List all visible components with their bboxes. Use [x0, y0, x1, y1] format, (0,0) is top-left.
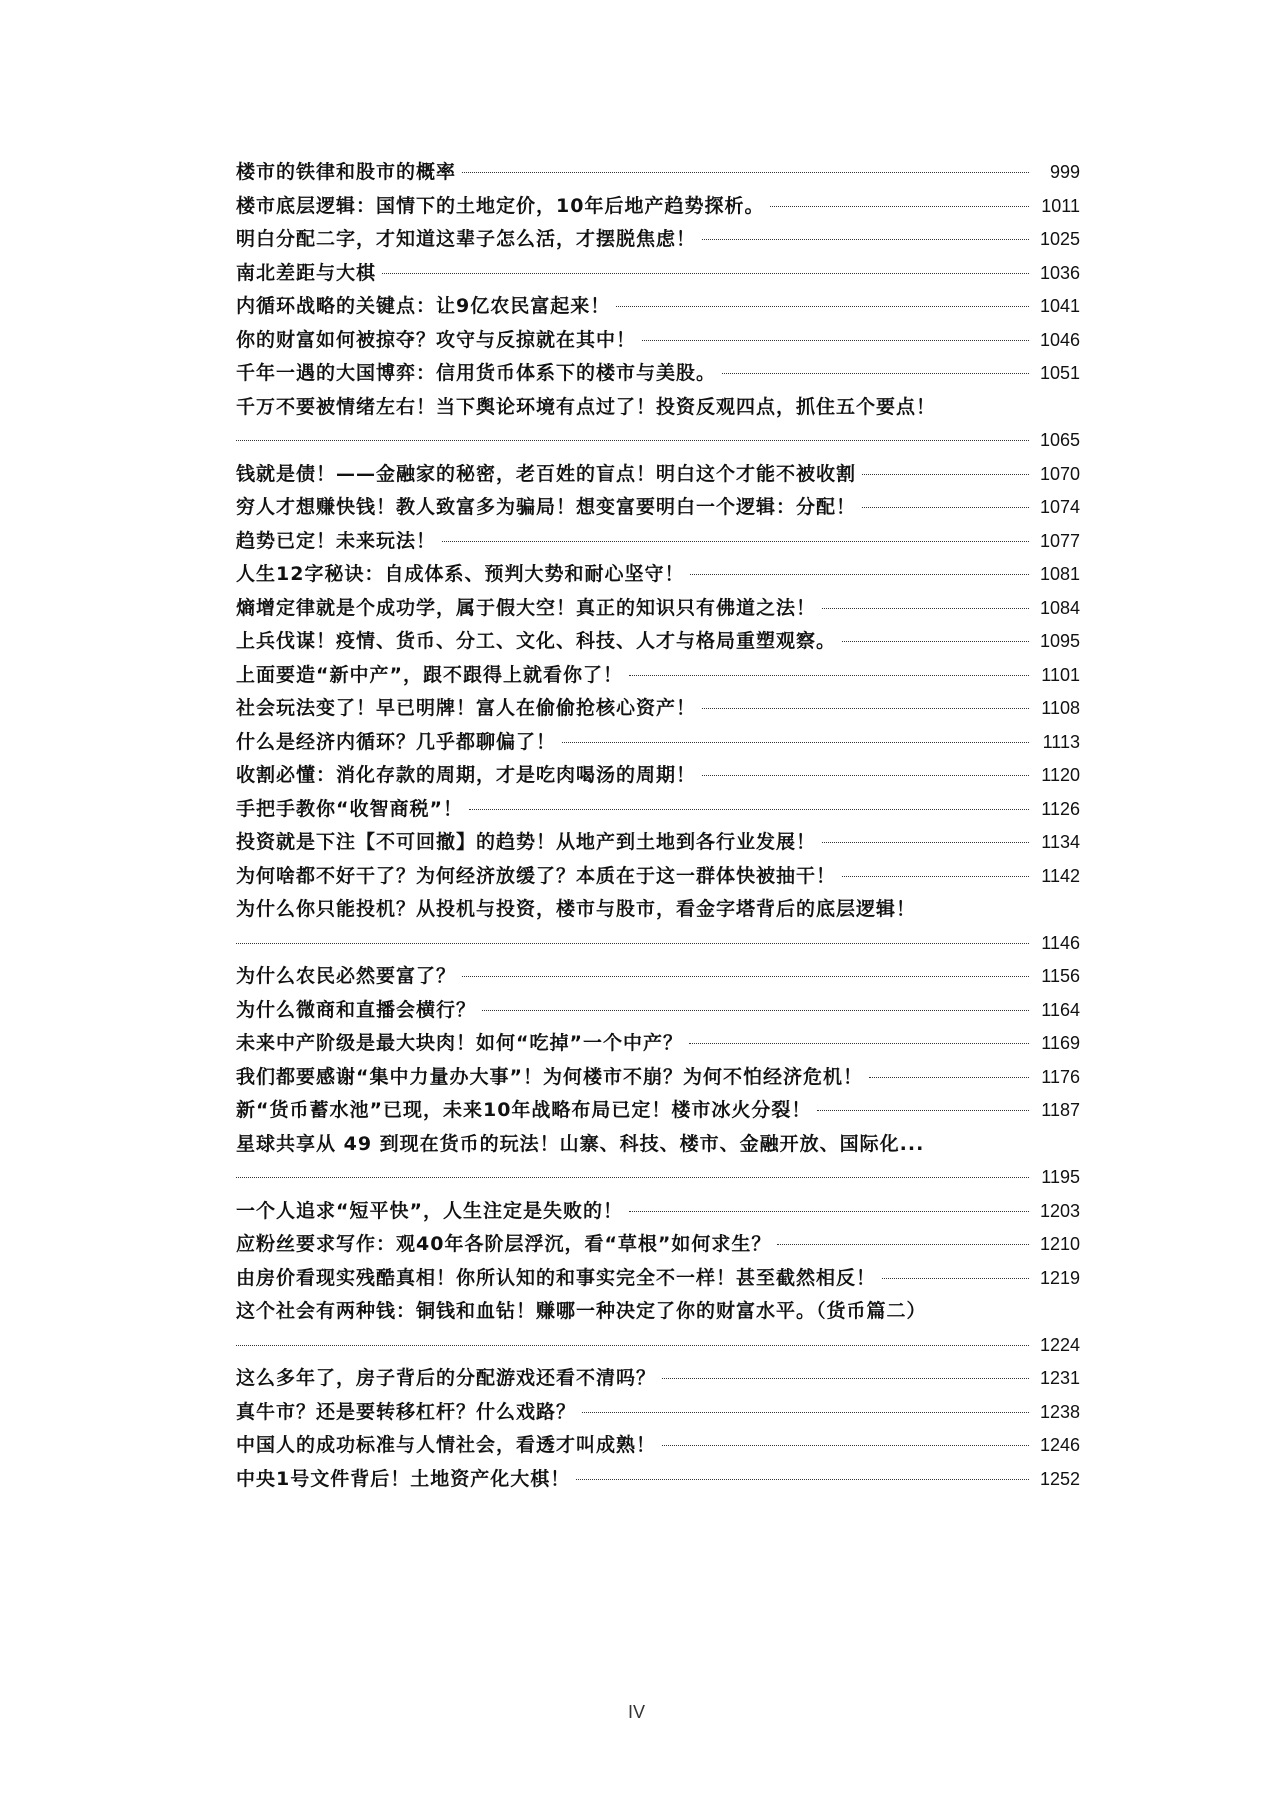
toc-entry[interactable]	[236, 1429, 1080, 1463]
toc-entry[interactable]	[236, 893, 1080, 960]
toc-entry[interactable]	[236, 692, 1080, 726]
toc-entry-page: 1120	[1041, 765, 1080, 785]
toc-entry-page: 1231	[1039, 1368, 1080, 1388]
toc-entry-title: 应粉丝要求写作：观40年各阶层浮沉，看“草根”如何求生？	[236, 1233, 772, 1255]
toc-entry-title: 由房价看现实残酷真相！你所认知的和事实完全不一样！甚至截然相反！	[236, 1266, 877, 1289]
dot-leader	[869, 1076, 1029, 1078]
dot-leader	[576, 1478, 1029, 1480]
toc-entry-page: 1041	[1039, 296, 1080, 316]
toc-entry[interactable]	[236, 1262, 1080, 1296]
toc-entry-page: 1077	[1039, 530, 1080, 551]
toc-entry-title: 收割必懂：消化存款的周期，才是吃肉喝汤的周期！	[236, 764, 697, 786]
dot-leader	[702, 707, 1029, 709]
dot-leader	[817, 1109, 1029, 1111]
toc-entry[interactable]	[236, 257, 1080, 291]
toc-entry-title: 我们都要感谢“集中力量办大事”！为何楼市不崩？为何不怕经济危机！	[236, 1065, 863, 1088]
toc-entry-title: 投资就是下注【不可回撤】的趋势！从地产到土地到各行业发展！	[236, 831, 817, 853]
dot-leader	[236, 1176, 1029, 1178]
toc-entry[interactable]	[236, 994, 1080, 1028]
dot-leader	[822, 841, 1029, 843]
dot-leader	[442, 540, 1029, 542]
toc-entry-continuation	[236, 927, 1080, 961]
toc-entry-continuation	[236, 424, 1080, 458]
toc-entry-page: 1164	[1041, 999, 1080, 1020]
toc-entry[interactable]	[236, 491, 1080, 525]
toc-entry-title: 上面要造“新中产”，跟不跟得上就看你了！	[236, 663, 623, 686]
dot-leader	[382, 272, 1029, 274]
dot-leader	[702, 774, 1029, 776]
toc-entry[interactable]	[236, 1396, 1080, 1430]
toc-entry-page: 1074	[1039, 497, 1080, 517]
toc-entry[interactable]	[236, 1295, 1080, 1362]
dot-leader	[629, 674, 1029, 676]
toc-entry-title: 人生12字秘诀：自成体系、预判大势和耐心坚守！	[236, 563, 685, 585]
toc-entry-page: 1095	[1039, 631, 1080, 651]
toc-entry[interactable]	[236, 324, 1080, 358]
toc-entry[interactable]	[236, 625, 1080, 659]
toc-entry-title: 熵增定律就是个成功学，属于假大空！真正的知识只有佛道之法！	[236, 596, 817, 619]
toc-entry-title: 楼市底层逻辑：国情下的土地定价，10年后地产趋势探析。	[236, 194, 765, 217]
dot-leader	[462, 975, 1029, 977]
toc-entry-title: 内循环战略的关键点：让9亿农民富起来！	[236, 295, 611, 317]
page-number: IV	[627, 1702, 645, 1722]
dot-leader	[629, 1210, 1029, 1212]
toc-entry-page: 1146	[1041, 932, 1080, 953]
dot-leader	[562, 741, 1029, 743]
dot-leader	[662, 1444, 1029, 1446]
toc-entry[interactable]	[236, 290, 1080, 324]
dot-leader	[770, 205, 1029, 207]
toc-entry-page: 1195	[1041, 1167, 1080, 1187]
toc-entry-page: 1126	[1041, 798, 1080, 819]
toc-entry-title: 千年一遇的大国博弈：信用货币体系下的楼市与美股。	[236, 362, 717, 384]
toc-entry-title: 为什么微商和直播会横行？	[236, 998, 477, 1021]
table-of-contents	[236, 156, 1080, 1496]
toc-entry-page: 1219	[1039, 1267, 1080, 1288]
dot-leader	[690, 573, 1029, 575]
toc-entry-page: 1210	[1039, 1234, 1080, 1254]
toc-entry-page: 1108	[1041, 698, 1080, 718]
dot-leader	[462, 171, 1029, 173]
toc-entry[interactable]	[236, 558, 1080, 592]
dot-leader	[842, 875, 1029, 877]
toc-entry-title: 为什么你只能投机？从投机与投资，楼市与股市，看金字塔背后的底层逻辑！	[236, 898, 917, 920]
toc-entry[interactable]	[236, 1094, 1080, 1128]
toc-entry-page: 1025	[1039, 229, 1080, 249]
toc-entry-title: 趋势已定！未来玩法！	[236, 529, 437, 552]
toc-entry[interactable]	[236, 357, 1080, 391]
toc-entry[interactable]	[236, 458, 1080, 492]
dot-leader	[616, 305, 1029, 307]
dot-leader	[482, 1009, 1029, 1011]
toc-entry-title: 你的财富如何被掠夺？攻守与反掠就在其中！	[236, 328, 637, 351]
toc-entry-page: 1036	[1039, 262, 1080, 283]
toc-entry-title: 穷人才想赚快钱！教人致富多为骗局！想变富要明白一个逻辑：分配！	[236, 496, 857, 518]
toc-entry-title: 为什么农民必然要富了？	[236, 965, 457, 987]
dot-leader	[689, 1042, 1029, 1044]
toc-entry-page: 999	[1049, 162, 1080, 182]
dot-leader	[842, 640, 1029, 642]
toc-entry[interactable]	[236, 156, 1080, 190]
toc-entry[interactable]	[236, 223, 1080, 257]
dot-leader	[702, 238, 1029, 240]
dot-leader	[236, 942, 1029, 944]
toc-entry-page: 1142	[1041, 865, 1080, 886]
dot-leader	[777, 1243, 1029, 1245]
toc-entry[interactable]	[236, 860, 1080, 894]
toc-entry-title: 社会玩法变了！早已明牌！富人在偷偷抢核心资产！	[236, 697, 697, 719]
dot-leader	[882, 1277, 1029, 1279]
toc-entry[interactable]	[236, 1128, 1080, 1195]
toc-entry-page: 1187	[1041, 1100, 1080, 1120]
toc-entry-page: 1070	[1039, 463, 1080, 484]
toc-entry-page: 1176	[1041, 1066, 1080, 1087]
toc-entry-page: 1065	[1039, 430, 1080, 450]
dot-leader	[642, 339, 1029, 341]
toc-entry-title: 新“货币蓄水池”已现，未来10年战略布局已定！楼市冰火分裂！	[236, 1099, 812, 1121]
toc-entry-title: 这个社会有两种钱：铜钱和血钻！赚哪一种决定了你的财富水平。（货币篇二）	[236, 1300, 927, 1322]
toc-entry-page: 1169	[1041, 1033, 1080, 1053]
toc-entry-page: 1113	[1042, 731, 1080, 752]
toc-entry-continuation	[236, 1161, 1080, 1195]
toc-entry-title: 星球共享从 49 到现在货币的玩法！山寨、科技、楼市、金融开放、国际化...	[236, 1132, 925, 1155]
toc-entry[interactable]	[236, 659, 1080, 693]
toc-entry[interactable]	[236, 190, 1080, 224]
toc-entry[interactable]	[236, 1362, 1080, 1396]
toc-entry[interactable]	[236, 726, 1080, 760]
toc-entry-title: 这么多年了，房子背后的分配游戏还看不清吗？	[236, 1367, 657, 1389]
toc-entry-title: 什么是经济内循环？几乎都聊偏了！	[236, 730, 557, 753]
toc-entry[interactable]	[236, 1061, 1080, 1095]
toc-entry-page: 1046	[1039, 329, 1080, 350]
dot-leader	[662, 1377, 1029, 1379]
dot-leader	[236, 1344, 1029, 1346]
toc-entry-title: 中国人的成功标准与人情社会，看透才叫成熟！	[236, 1434, 657, 1456]
dot-leader	[582, 1411, 1029, 1413]
toc-entry-title: 一个人追求“短平快”，人生注定是失败的！	[236, 1199, 623, 1222]
toc-entry-title: 中央1号文件背后！土地资产化大棋！	[236, 1467, 571, 1490]
dot-leader	[862, 506, 1029, 508]
toc-entry-page: 1011	[1041, 195, 1080, 216]
dot-leader	[822, 607, 1029, 609]
dot-leader	[469, 808, 1029, 810]
toc-entry[interactable]	[236, 391, 1080, 458]
toc-entry-title: 未来中产阶级是最大块肉！如何“吃掉”一个中产？	[236, 1032, 683, 1054]
toc-entry[interactable]	[236, 826, 1080, 860]
toc-entry-page: 1156	[1041, 966, 1080, 986]
toc-entry-page: 1224	[1039, 1334, 1080, 1355]
toc-entry-title: 真牛市？还是要转移杠杆？什么戏路？	[236, 1400, 577, 1423]
toc-entry[interactable]	[236, 1027, 1080, 1061]
dot-leader	[236, 439, 1029, 441]
toc-entry[interactable]	[236, 525, 1080, 559]
toc-entry-page: 1238	[1039, 1401, 1080, 1422]
toc-entry-title: 千万不要被情绪左右！当下舆论环境有点过了！投资反观四点，抓住五个要点！	[236, 395, 937, 418]
toc-entry[interactable]	[236, 1228, 1080, 1262]
toc-entry-page: 1203	[1039, 1200, 1080, 1221]
toc-entry-page: 1084	[1039, 597, 1080, 618]
toc-entry-page: 1051	[1039, 363, 1080, 383]
toc-entry[interactable]	[236, 592, 1080, 626]
dot-leader	[862, 473, 1029, 475]
toc-entry[interactable]	[236, 759, 1080, 793]
toc-entry-title: 楼市的铁律和股市的概率	[236, 161, 457, 183]
toc-entry[interactable]	[236, 1463, 1080, 1497]
toc-entry[interactable]	[236, 793, 1080, 827]
toc-entry-page: 1246	[1039, 1435, 1080, 1455]
toc-entry-page: 1081	[1039, 564, 1080, 584]
toc-entry-page: 1252	[1039, 1468, 1080, 1489]
toc-entry-title: 钱就是债！——金融家的秘密，老百姓的盲点！明白这个才能不被收割	[236, 462, 857, 485]
toc-entry[interactable]	[236, 960, 1080, 994]
toc-entry[interactable]	[236, 1195, 1080, 1229]
toc-entry-title: 上兵伐谋！疫情、货币、分工、文化、科技、人才与格局重塑观察。	[236, 630, 837, 652]
toc-entry-page: 1101	[1041, 664, 1080, 685]
dot-leader	[722, 372, 1029, 374]
toc-entry-title: 南北差距与大棋	[236, 261, 377, 284]
toc-entry-page: 1134	[1041, 832, 1080, 852]
toc-entry-title: 手把手教你“收智商税”！	[236, 797, 463, 820]
toc-entry-title: 明白分配二字，才知道这辈子怎么活，才摆脱焦虑！	[236, 228, 697, 250]
toc-entry-continuation	[236, 1329, 1080, 1363]
toc-entry-title: 为何啥都不好干了？为何经济放缓了？本质在于这一群体快被抽干！	[236, 864, 837, 887]
